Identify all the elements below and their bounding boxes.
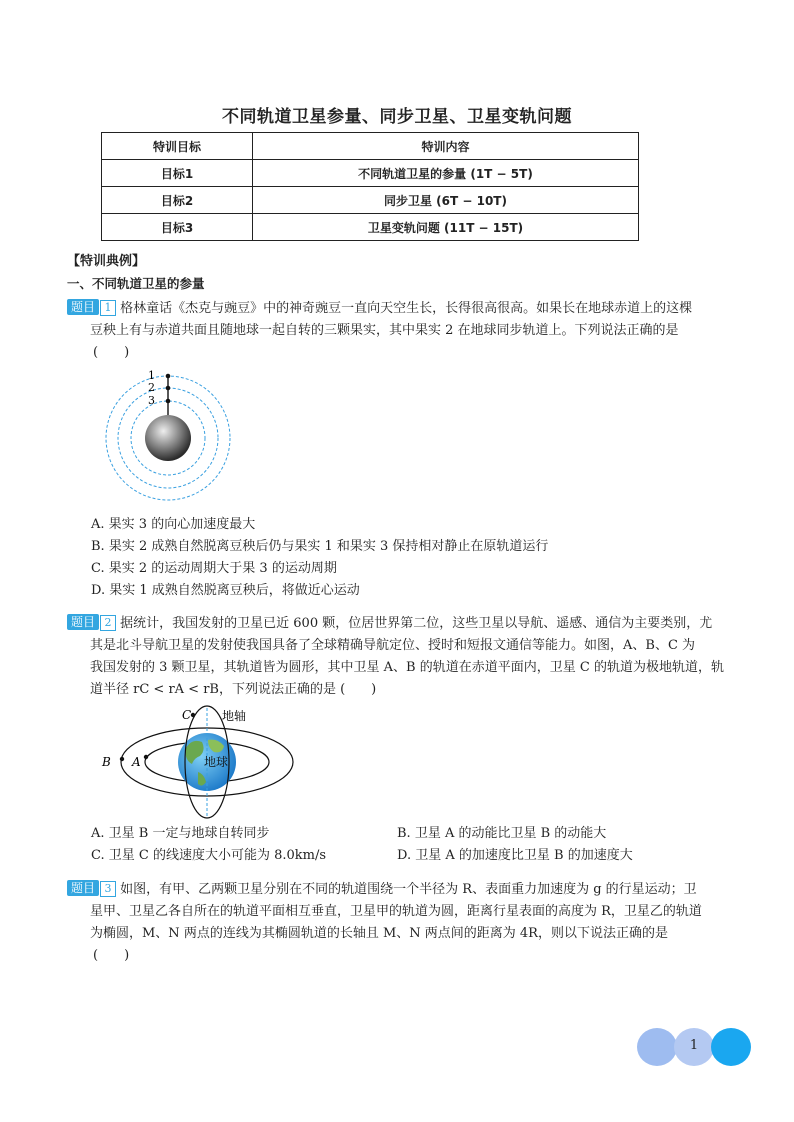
question-text: 星甲、卫星乙各自所在的轨道平面相互垂直，卫星甲的轨道为圆，距离行星表面的高度为 R，卫星乙的轨道 bbox=[90, 904, 702, 919]
option-a[interactable]: A. 卫星 B 一定与地球自转同步 bbox=[91, 826, 270, 841]
table-cell: 同步卫星 (6T − 10T) bbox=[253, 187, 639, 214]
subsection-title: 一、不同轨道卫星的参量 bbox=[67, 276, 205, 291]
satellite-c bbox=[191, 713, 195, 717]
page-title: 不同轨道卫星参量、同步卫星、卫星变轨问题 bbox=[222, 107, 572, 127]
question-3-line1 bbox=[67, 879, 747, 901]
label-axis: 地轴 bbox=[222, 709, 247, 723]
question-text: 如图，有甲、乙两颗卫星分别在不同的轨道围绕一个半径为 R、表面重力加速度为 g 的行星运动；卫 bbox=[120, 882, 697, 897]
answer-bracket: ( ) bbox=[93, 948, 130, 963]
question-text: 格林童话《杰克与豌豆》中的神奇豌豆一直向天空生长，长得很高很高。如果长在地球赤道上的这棵 bbox=[120, 301, 693, 316]
question-tag: 题目 bbox=[67, 880, 99, 896]
question-text: 据统计，我国发射的卫星已近 600 颗，位居世界第二位，这些卫星以导航、遥感、通信为主要类别，尤 bbox=[120, 616, 713, 631]
table-header-cell: 特训内容 bbox=[253, 133, 639, 160]
beanstalk-orbit-figure bbox=[100, 366, 240, 506]
option-b[interactable]: B. 卫星 A 的动能比卫星 B 的动能大 bbox=[397, 826, 607, 841]
page-circle-right bbox=[711, 1028, 751, 1066]
q1-options bbox=[91, 514, 548, 602]
fruit-1 bbox=[166, 374, 171, 379]
fruit-label-1: 1 bbox=[148, 369, 155, 382]
question-1-line1 bbox=[67, 298, 737, 320]
section-header: 【特训典例】 bbox=[67, 254, 146, 269]
option-a[interactable]: A. 果实 3 的向心加速度最大 bbox=[91, 517, 256, 532]
table-row bbox=[102, 160, 639, 187]
question-text: 我国发射的 3 颗卫星，其轨道皆为圆形，其中卫星 A、B 的轨道在赤道平面内，卫星 C 的轨道为极地轨道，轨 bbox=[90, 660, 724, 675]
option-b[interactable]: B. 果实 2 成熟自然脱离豆秧后仍与果实 1 和果实 3 保持相对静止在原轨道运行 bbox=[91, 539, 549, 554]
question-text: 为椭圆，M、N 两点的连线为其椭圆轨道的长轴且 M、N 两点间的距离为 4R，则以下说法正确的是 bbox=[90, 926, 668, 941]
fruit-2 bbox=[166, 386, 171, 391]
question-number: 2 bbox=[100, 615, 116, 631]
goals-table bbox=[101, 132, 639, 241]
question-tag: 题目 bbox=[67, 299, 99, 315]
question-1 bbox=[67, 298, 737, 364]
satellite-a bbox=[144, 755, 148, 759]
label-a: A bbox=[132, 755, 141, 769]
page-circle-left bbox=[637, 1028, 677, 1066]
answer-bracket: ( ) bbox=[93, 345, 130, 360]
satellite-b bbox=[120, 757, 124, 761]
table-cell: 不同轨道卫星的参量 (1T − 5T) bbox=[253, 160, 639, 187]
question-number: 3 bbox=[100, 881, 116, 897]
question-2-line1 bbox=[67, 613, 747, 635]
label-b: B bbox=[102, 755, 111, 769]
question-text: 其是北斗导航卫星的发射使我国具备了全球精确导航定位、授时和短报文通信等能力。如图，A、B、C 为 bbox=[90, 638, 696, 653]
table-row bbox=[102, 214, 639, 241]
planet bbox=[145, 415, 191, 461]
label-c: C bbox=[182, 708, 192, 722]
option-d[interactable]: D. 卫星 A 的加速度比卫星 B 的加速度大 bbox=[397, 848, 633, 863]
question-text: 豆秧上有与赤道共面且随地球一起自转的三颗果实，其中果实 2 在地球同步轨道上。下列说法正确的是 bbox=[90, 323, 679, 338]
table-cell: 目标1 bbox=[102, 160, 253, 187]
table-cell: 目标3 bbox=[102, 214, 253, 241]
fruit-3 bbox=[166, 399, 171, 404]
option-d[interactable]: D. 果实 1 成熟自然脱离豆秧后，将做近心运动 bbox=[91, 583, 360, 598]
table-cell: 卫星变轨问题 (11T − 15T) bbox=[253, 214, 639, 241]
table-row bbox=[102, 187, 639, 214]
question-number: 1 bbox=[100, 300, 116, 316]
table-header-cell: 特训目标 bbox=[102, 133, 253, 160]
fruit-label-3: 3 bbox=[148, 394, 155, 407]
option-c[interactable]: C. 果实 2 的运动周期大于果 3 的运动周期 bbox=[91, 561, 337, 576]
option-c[interactable]: C. 卫星 C 的线速度大小可能为 8.0km/s bbox=[91, 848, 327, 863]
question-3 bbox=[67, 879, 747, 967]
satellite-orbit-figure bbox=[100, 704, 300, 820]
table-header-row bbox=[102, 133, 639, 160]
question-tag: 题目 bbox=[67, 614, 99, 630]
question-text: 道半径 rC < rA < rB，下列说法正确的是 ( ) bbox=[90, 682, 377, 697]
table-cell: 目标2 bbox=[102, 187, 253, 214]
label-earth: 地球 bbox=[204, 755, 229, 769]
question-2 bbox=[67, 613, 747, 701]
page-number: 1 bbox=[689, 1038, 699, 1053]
fruit-label-2: 2 bbox=[148, 381, 155, 394]
